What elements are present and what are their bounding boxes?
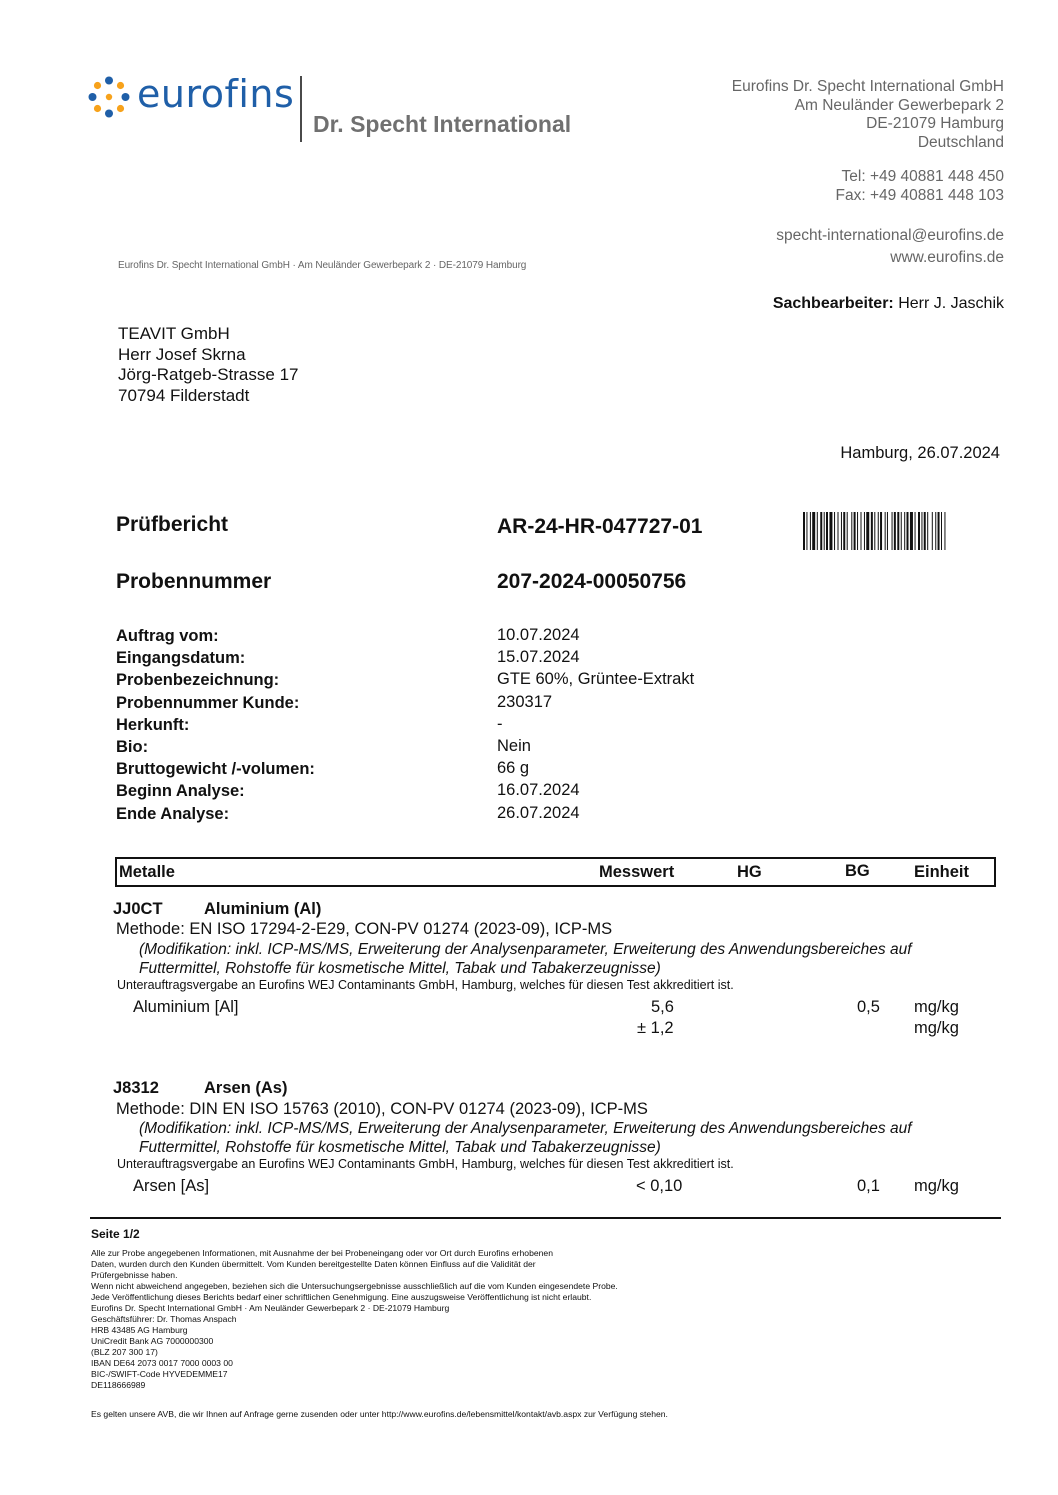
recipient-line: TEAVIT GmbH [118,324,230,343]
measured-value: 5,6 [651,998,674,1016]
col-messwert: Messwert [599,863,675,881]
footer-line: UniCredit Bank AG 7000000300 [91,1336,214,1346]
brand-subtitle: Dr. Specht International [313,111,572,137]
company-phone [836,168,1005,205]
footer-line: Jede Veröffentlichung dieses Berichts bedarf einer schriftlichen Genehmigung. Eine auszugsweise Veröffentlichung ist nicht erlaubt. [91,1292,592,1302]
meta-value: GTE 60%, Grüntee-Extrakt [497,670,695,689]
company-address [732,78,1004,152]
footer-line: Geschäftsführer: Dr. Thomas Anspach [91,1314,237,1324]
analysis-method: Methode: EN ISO 17294-2-E29, CON-PV 01274 (2023-09), ICP-MS [116,920,613,938]
modification-line: Futtermittel, Rohstoffe für kosmetische Mittel, Tabak und Tabakerzeugnisse) [139,1139,661,1156]
report-date: Hamburg, 26.07.2024 [840,444,1000,462]
footer-line: Daten, wurden durch den Kunden übermittelt. Vom Kunden bereitgestellte Daten können Einfluss auf die Validität der [91,1259,536,1269]
meta-labels [116,625,315,825]
bg-value: 0,1 [857,1177,880,1195]
results-table-header [115,857,996,887]
meta-label: Probennummer Kunde: [116,693,300,712]
eurofins-logo-icon [88,76,130,118]
footer-line: DE118666989 [91,1380,146,1390]
footer-line: Wenn nicht abweichend angegeben, beziehen sich die Untersuchungsergebnisse ausschließlich auf die vom Kunden eingesendete Probe. [91,1281,618,1291]
footer-line: IBAN DE64 2073 0017 7000 0003 00 [91,1358,233,1368]
measured-value: < 0,10 [636,1177,683,1195]
clerk-name: Herr J. Jaschik [898,295,1004,312]
subcontract-note: Unterauftragsvergabe an Eurofins WEJ Contaminants GmbH, Hamburg, welches für diesen Test akkreditiert ist. [117,978,734,992]
recipient-line: 70794 Filderstadt [118,385,250,405]
analysis-name: Arsen (As) [204,1079,288,1097]
meta-label: Herkunft: [116,715,190,734]
meta-value: Nein [497,737,531,756]
footer-line: Alle zur Probe angegebenen Informationen, mit Ausnahme der bei Probeneingang oder vor Ort durch Eurofins erhobenen [91,1248,553,1258]
company-website: www.eurofins.de [890,249,1004,266]
meta-value: 26.07.2024 [497,803,580,822]
col-einheit: Einheit [914,863,970,881]
meta-value: 66 g [497,759,530,778]
address-line: Eurofins Dr. Specht International GmbH [731,78,1004,95]
modification-line: Futtermittel, Rohstoffe für kosmetische Mittel, Tabak und Tabakerzeugnisse) [139,960,661,977]
brand-logo-text: eurofins [137,72,295,116]
recipient-address [118,324,298,406]
analysis-code: JJ0CT [113,900,163,918]
footer-line: Eurofins Dr. Specht International GmbH · Am Neuländer Gewerbepark 2 · DE-21079 Hamburg [91,1303,450,1313]
measurement-uncertainty: ± 1,2 [637,1019,674,1037]
meta-value: 230317 [497,692,553,711]
tel: Tel: +49 40881 448 450 [841,168,1004,185]
unit: mg/kg [914,998,959,1016]
avb-note: Es gelten unsere AVB, die wir Ihnen auf Anfrage gerne zusenden oder unter http://www.eurofins.de/lebensmittel/kontakt/avb.aspx zur Verfügung stehen. [91,1409,668,1419]
fax: Fax: +49 40881 448 103 [835,186,1004,204]
col-metalle: Metalle [119,863,175,881]
meta-label: Probenbezeichnung: [116,671,280,690]
clerk-label: Sachbearbeiter: [772,295,894,312]
parameter-name: Arsen [As] [133,1177,210,1195]
analysis-modification [139,940,912,978]
analysis-method: Methode: DIN EN ISO 15763 (2010), CON-PV 01274 (2023-09), ICP-MS [116,1100,648,1118]
analysis-code: J8312 [113,1079,159,1097]
meta-value: - [497,714,503,733]
meta-label: Auftrag vom: [116,627,219,645]
meta-label: Bio: [116,738,149,757]
footer-line: HRB 43485 AG Hamburg [91,1325,188,1335]
meta-label: Beginn Analyse: [116,782,245,801]
footer-line: BIC-/SWIFT-Code HYVEDEMME17 [91,1369,228,1379]
col-hg: HG [737,863,762,881]
sample-label: Probennummer [116,570,272,593]
col-bg: BG [845,862,870,880]
barcode-icon [803,512,1003,550]
page-number: Seite 1/2 [91,1227,140,1241]
clerk [773,295,1004,313]
meta-value: 10.07.2024 [497,626,580,644]
meta-value: 15.07.2024 [497,648,580,667]
logo-divider [300,76,302,142]
report-number: AR-24-HR-047727-01 [497,515,703,538]
footer-line: (BLZ 207 300 17) [91,1347,158,1357]
address-line: DE-21079 Hamburg [866,115,1004,132]
address-line: Deutschland [917,133,1004,151]
modification-line: (Modifikation: inkl. ICP-MS/MS, Erweiterung der Analysenparameter, Erweiterung des Anwendungsbereiches auf [139,1120,912,1137]
modification-line: (Modifikation: inkl. ICP-MS/MS, Erweiterung der Analysenparameter, Erweiterung des Anwendungsbereiches auf [139,941,912,958]
parameter-name: Aluminium [Al] [133,998,239,1016]
subcontract-note: Unterauftragsvergabe an Eurofins WEJ Contaminants GmbH, Hamburg, welches für diesen Test akkreditiert ist. [117,1157,734,1171]
footer-divider [90,1217,1001,1219]
meta-label: Bruttogewicht /-volumen: [116,760,315,779]
unit: mg/kg [914,1177,959,1195]
footer-notes [91,1248,618,1391]
recipient-line: Jörg-Ratgeb-Strasse 17 [118,365,299,384]
recipient-line: Herr Josef Skrna [118,344,246,364]
meta-label: Ende Analyse: [116,804,230,823]
meta-values [497,624,694,824]
company-email: specht-international@eurofins.de [776,227,1004,244]
bg-value: 0,5 [857,998,880,1016]
analysis-modification [139,1119,912,1157]
address-line: Am Neuländer Gewerbepark 2 [794,96,1004,114]
sample-number: 207-2024-00050756 [497,570,687,593]
analysis-name: Aluminium (Al) [204,900,322,918]
sender-line: Eurofins Dr. Specht International GmbH · Am Neuländer Gewerbepark 2 · DE-21079 Hamburg [118,260,527,271]
meta-value: 16.07.2024 [497,781,580,800]
unit: mg/kg [914,1019,959,1037]
meta-label: Eingangsdatum: [116,649,246,668]
report-label: Prüfbericht [116,513,229,536]
footer-line: Prüfergebnisse haben. [91,1270,178,1280]
